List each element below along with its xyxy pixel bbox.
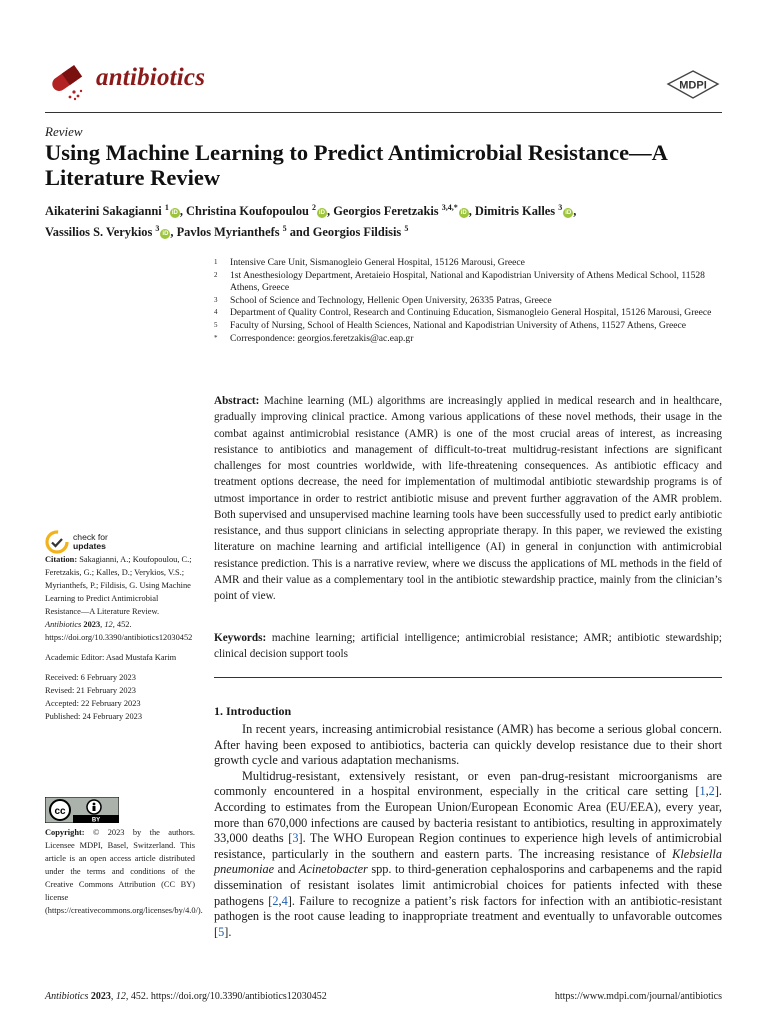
affiliation-number: 3	[214, 295, 218, 304]
affiliation-item	[214, 307, 724, 320]
keywords	[214, 630, 722, 662]
affiliation-number: 1	[214, 258, 218, 266]
author-affiliation-sup: 5	[282, 224, 287, 234]
author-list: Aikaterini Sakagianni $^1$iD , Christina Koufopoulou $^2$iD , Georgios Feretzakis $^{3,4,*}$iD , Dimitris Kalles $^3$iD , Vassilios S. Verykios $^3$iD , Pavlos Myrianthefs $^5$ and Georgios Fildisis $^5$	[45, 203, 577, 240]
author-name[interactable]: Aikaterini Sakagianni	[45, 204, 165, 219]
text-run: spp. to third-generation cephalosporins and carbapenems and the rapid dissemination of resistant isolates limit antimicrobial choices for patients infected with these pathogens [	[214, 862, 722, 908]
affiliation-item	[214, 295, 724, 308]
author-name[interactable]: , Pavlos Myrianthefs	[170, 225, 283, 240]
orcid-icon[interactable]: iD	[565, 210, 572, 217]
reference-link[interactable]: 3	[292, 831, 299, 846]
affiliation-text: Intensive Care Unit, Sismanogleio General Hospital, 15126 Marousi, Greece	[230, 257, 525, 268]
affiliation-item	[214, 320, 724, 333]
svg-text:cc: cc	[54, 806, 66, 817]
article-sidebar	[45, 553, 195, 731]
footer-doi[interactable]: , 452. https://doi.org/10.3390/antibiotics12030452	[125, 991, 327, 1002]
abstract-label: Abstract:	[214, 395, 260, 407]
footer-journal-url[interactable]: https://www.mdpi.com/journal/antibiotics	[554, 991, 722, 1002]
footer-citation	[45, 991, 327, 1002]
affiliation-text: School of Science and Technology, Hellenic Open University, 26335 Patras, Greece	[230, 294, 552, 306]
affiliation-item	[214, 270, 724, 295]
cc-by-label: BY	[91, 817, 101, 823]
received-date: Received: 6 February 2023	[45, 673, 136, 682]
reference-link[interactable]: 1	[699, 784, 706, 799]
text-run: and	[274, 862, 299, 877]
check-updates-icon	[45, 530, 69, 554]
text-run: ,	[278, 893, 282, 908]
footer-sep: ,	[110, 991, 116, 1002]
author-affiliation-sup: 3	[155, 224, 160, 234]
citation-text: Sakagianni, A.; Koufopoulou, C.; Feretzakis, G.; Kalles, D.; Verykios, V.S.; Myrianthefs, P.; Fildisis, G. Using Machine Learning to Predict Antimicrobial Resistance—A Literature Review.	[45, 555, 192, 616]
orcid-icon[interactable]: iD	[319, 210, 326, 217]
author-name[interactable]: and Georgios Fildisis	[286, 225, 405, 240]
footer-volume: 12	[115, 991, 126, 1002]
copyright-text: © 2023 by the authors. Licensee MDPI, Basel, Switzerland. This article is an open access article distributed under the terms and conditions of the Creative Commons Attribution (CC BY) license (https://creativecommons.org/licenses/by/4.0/).	[45, 828, 203, 915]
section-heading: 1. Introduction	[214, 704, 292, 718]
affiliation-item	[214, 333, 724, 346]
author-affiliation-sup: 1	[164, 203, 169, 212]
text-run: ]. Failure to recognize a patient’s risk factors for infection with an antibiotic-resistant pathogen is the root cause leading to inappropriate treatment and eventually to unfavorable outcomes [	[214, 893, 722, 939]
copyright-label: Copyright:	[45, 828, 85, 837]
text-run: ]. According to estimates from the European Union/European Economic Area (EU/EEA), every year, more than 670,000 infections are caused by bacteria resistant to antibiotics, resulting in approximately 33,000 deaths [	[214, 784, 722, 846]
citation-doi[interactable]: , 452. https://doi.org/10.3390/antibiotics12030452	[45, 620, 193, 642]
copyright-notice	[45, 826, 203, 917]
citation-volume: 12	[104, 620, 113, 629]
footer-journal: Antibiotics	[45, 991, 89, 1002]
section-divider	[214, 677, 722, 678]
accepted-date: Accepted: 22 February 2023	[45, 699, 141, 708]
affiliation-text: 1st Anesthesiology Department, Aretaieio Hospital, National and Kapodistrian University of Athens Medical School, 11528 Athens, Greece	[230, 269, 705, 294]
abstract	[214, 393, 722, 604]
orcid-icon[interactable]: iD	[460, 210, 467, 217]
species-name: Klebsiella pneumoniae	[214, 846, 722, 877]
affiliation-number: *	[214, 333, 218, 342]
published-date: Published: 24 February 2023	[45, 712, 143, 721]
text-run: ,	[705, 784, 709, 799]
author-name[interactable]: , Dimitris Kalles	[468, 204, 559, 219]
orcid-icon[interactable]: iD	[171, 210, 178, 217]
paragraph	[214, 769, 722, 941]
cc-by-license-icon[interactable]	[45, 797, 119, 823]
author-affiliation-sup: 5	[404, 224, 409, 234]
article-title: Using Machine Learning to Predict Antimicrobial Resistance—A Literature Review	[45, 140, 667, 190]
affiliation-number: 2	[214, 270, 218, 279]
affiliation-item	[214, 257, 724, 270]
academic-editor: Academic Editor: Asad Mustafa Karim	[45, 653, 177, 662]
author-name[interactable]: , Christina Koufopoulou	[179, 204, 313, 219]
updates-text: updates	[73, 541, 106, 551]
journal-logo-icon	[44, 58, 90, 104]
citation-year: 2023	[81, 620, 101, 629]
correspondence-email[interactable]: Correspondence: georgios.feretzakis@ac.eap.gr	[230, 332, 414, 344]
author-name[interactable]: , Georgios Feretzakis	[327, 204, 442, 219]
author-affiliation-sup: 3,4,*	[441, 203, 458, 212]
species-name: Acinetobacter	[298, 862, 368, 877]
reference-link[interactable]: 2	[272, 893, 279, 908]
author-affiliation-sup: 3	[558, 203, 563, 212]
body-text	[214, 722, 722, 940]
affiliation-list	[214, 257, 724, 345]
paragraph: In recent years, increasing antimicrobial resistance (AMR) has become a serious global concern. After having been exposed to antibiotics, bacteria can quickly develop resistance due to their short growth cycle and various adaptation mechanisms.	[214, 722, 722, 768]
abstract-text: Machine learning (ML) algorithms are increasingly applied in medical research and in healthcare, gradually improving clinical practice. Among various applications of these novel methods, their usage in the combat against antimicrobial resistance (AMR) is one of the most crucial areas of interest, as increasing resistance to antibiotics and management of difficult-to-treat multidrug-resistant infections are significant challenges for most countries worldwide, with life-threatening consequences. As antibiotic efficacy and treatment options decrease, the need for implementation of multimodal antibiotic stewardship programs is of utmost importance in order to restrict antibiotic misuse and prevent further aggravation of the AMR problem. Both supervised and unsupervised machine learning tools have been successfully used to predict early antibiotic resistance, and thus support clinicians in selecting appropriate therapy. In this paper, we reviewed the existing literature on machine learning and artificial intelligence (AI) in general in conjunction with antimicrobial resistance prediction. This is a narrative review, where we discuss the applications of ML methods in the field of AMR and their value as a complementary tool in the antibiotic stewardship practice, mainly from the clinician’s point of view.	[214, 395, 723, 602]
revised-date: Revised: 21 February 2023	[45, 686, 136, 695]
header-divider	[45, 112, 722, 113]
affiliation-text: Faculty of Nursing, School of Health Sciences, National and Kapodistrian University of Athens, 11527 Athens, Greece	[230, 319, 687, 331]
affiliation-number: 4	[214, 308, 218, 317]
reference-link[interactable]: 2	[708, 784, 715, 799]
text-run: ]. The WHO European Region continues to experience high levels of antimicrobial resistance, particularly in the southern and eastern parts. The increasing resistance of	[214, 831, 722, 861]
citation-block	[45, 553, 195, 644]
check-for-text: check for	[73, 532, 108, 542]
citation-label: Citation:	[45, 555, 78, 564]
publication-dates	[45, 671, 195, 723]
affiliation-text: Department of Quality Control, Research and Continuing Education, Sismanogleio General Hospital, 15126 Marousi, Greece	[230, 307, 712, 319]
article-type: Review	[45, 124, 83, 139]
keywords-label: Keywords:	[214, 632, 267, 644]
mdpi-logo-text: MDPI	[679, 79, 707, 92]
orcid-icon[interactable]: iD	[162, 231, 169, 238]
journal-name: antibiotics	[96, 64, 206, 91]
author-name[interactable]: Vassilios S. Verykios	[45, 225, 156, 240]
reference-link[interactable]: 4	[281, 893, 288, 908]
mdpi-logo-icon[interactable]	[666, 70, 720, 100]
author-affiliation-sup: 2	[312, 203, 317, 212]
footer-year: 2023	[88, 991, 111, 1002]
text-run: ].	[224, 924, 232, 939]
keywords-text: machine learning; artificial intelligence; antimicrobial resistance; AMR; antibiotic stewardship; clinical decision support tools	[214, 632, 722, 660]
citation-journal: Antibiotics	[45, 620, 82, 629]
text-run: Multidrug-resistant, extensively resistant, or even pan-drug-resistant microorganisms are commonly encountered in a hospital environment, especially in the critical care setting [	[214, 768, 722, 799]
reference-link[interactable]: 5	[218, 924, 225, 939]
affiliation-number: 5	[214, 320, 218, 329]
citation-sep: ,	[100, 620, 105, 629]
